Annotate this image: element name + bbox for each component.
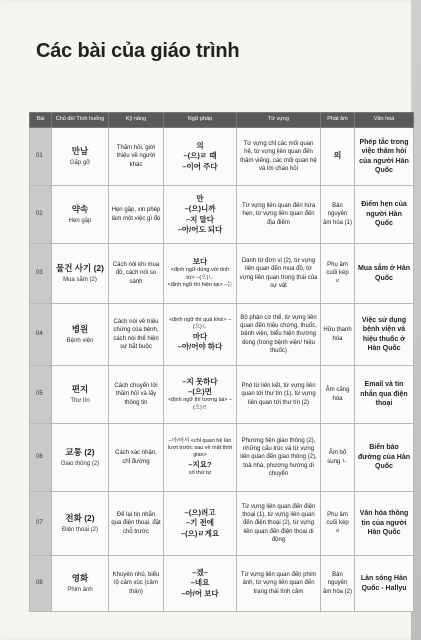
topic-korean: 물건 사기 (2): [56, 263, 104, 274]
grammar-item: <định ngữ thì quá khứ> –(으)ㄴ: [168, 316, 232, 331]
grammar-cell: [164, 128, 237, 186]
grammar-item: –(으)ㄹ 때: [183, 151, 217, 161]
vocabulary-cell: Từ vựng liên quan đến điện thoại (1), từ vựng liên quan đến điện thoại (2), từ vựng liên quan đến điện thoại di động: [237, 492, 321, 556]
table-row: [30, 304, 414, 366]
topic-cell: [52, 556, 109, 612]
vocabulary-cell: Danh từ đơn vị (2), từ vựng liên quan đến mua đồ, từ vựng liên quan trong thái của sự vật: [237, 244, 321, 304]
table-row: [30, 366, 414, 424]
grammar-cell: [164, 366, 237, 424]
grammar-cell: [164, 492, 237, 556]
grammar-cell: [164, 304, 237, 366]
grammar-cell: [164, 424, 237, 492]
vocabulary-cell: Từ vựng liên quan đến phim ảnh, từ vựng liên quan đến trạng thái tình cảm: [237, 556, 321, 612]
lesson-number: 05: [30, 366, 52, 424]
lesson-number: 01: [30, 128, 52, 186]
grammar-item: 만: [196, 194, 204, 204]
skill-cell: Cách nói về triệu chứng của bệnh, cách nói thể hiện sự bắt buộc: [109, 304, 164, 366]
topic-korean: 만남: [71, 146, 89, 157]
topic-vietnamese: Phim ảnh: [67, 586, 93, 593]
grammar-item: –지 말다: [186, 214, 214, 224]
grammar-cell: [164, 186, 237, 244]
phonetics-cell: Hữu thanh hóa: [321, 304, 355, 366]
grammar-item: –아/어야 하다: [177, 341, 223, 351]
grammar-item: –아/어 보다: [181, 588, 219, 598]
vocabulary-cell: Từ vựng liên quan đến hứa hẹn, từ vựng liên quan đến địa điểm: [237, 186, 321, 244]
topic-vietnamese: Hẹn gặp: [68, 217, 92, 224]
phonetics-cell: Phụ âm cuối kép ㄹ: [321, 492, 355, 556]
vocabulary-cell: Từ vựng chỉ các mối quan hệ, từ vựng liên quan đến thăm viếng, các mối quan hệ và lời chào hỏi: [237, 128, 321, 186]
grammar-item: –지요?: [188, 459, 212, 469]
vocabulary-cell: Phương tiện giao thông (2), những cấu trúc và từ vựng liên quan đến giao thông (2), toà nhà, phương hướng di chuyển: [237, 424, 321, 492]
topic-korean: 전화 (2): [65, 513, 95, 524]
grammar-item: –아/어도 되다: [177, 224, 223, 234]
syllabus-table: [29, 112, 414, 612]
header-grammar: Ngữ pháp: [164, 113, 237, 128]
header-culture: Văn hoá: [355, 113, 414, 128]
skill-cell: Cách nói khi mua đồ, cách nói so sánh: [109, 244, 164, 304]
lesson-number: 06: [30, 424, 52, 492]
vocabulary-cell: Bộ phận cơ thể, từ vựng liên quan đến triệu chứng, thuốc, bệnh viện, biểu hiện thường dùng (trong bệnh viện/ hiệu thuốc): [237, 304, 321, 366]
table-row: [30, 556, 414, 612]
skill-cell: Khuyên nhủ, biểu lộ cảm xúc (cảm thán): [109, 556, 164, 612]
topic-cell: [52, 128, 109, 186]
phonetics-cell: Phụ âm cuối kép ㄹ: [321, 244, 355, 304]
skill-cell: Cách xác nhận, chỉ đường: [109, 424, 164, 492]
table-row: [30, 424, 414, 492]
topic-cell: [52, 244, 109, 304]
topic-cell: [52, 186, 109, 244]
topic-cell: [52, 492, 109, 556]
topic-vietnamese: Gặp gỡ: [69, 159, 91, 166]
skill-cell: Để lại tin nhắn qua điện thoại, đặt chỗ trước: [109, 492, 164, 556]
table-row: [30, 244, 414, 304]
vocabulary-cell: Phó từ liên kết, từ vựng liên quan tới thư tín (1), từ vựng liên quan tới thư tín (2): [237, 366, 321, 424]
grammar-cell: [164, 244, 237, 304]
topic-vietnamese: Thư tín: [70, 397, 90, 404]
skill-cell: Hẹn gặp, xin phép làm một việc gì đó: [109, 186, 164, 244]
culture-cell: Văn hóa thông tin của người Hàn Quốc: [355, 492, 414, 556]
topic-cell: [52, 304, 109, 366]
grammar-item: –(으)면: [188, 387, 212, 397]
topic-korean: 교통 (2): [65, 447, 95, 458]
grammar-item: –겠–: [192, 568, 208, 578]
lesson-number: 07: [30, 492, 52, 556]
skill-cell: Thăm hỏi, giới thiệu về người khác: [109, 128, 164, 186]
grammar-cell: [164, 556, 237, 612]
header-skill: Kỹ năng: [109, 113, 164, 128]
grammar-item: <định ngữ thì tương lai> –(으)ㄹ: [168, 397, 232, 411]
culture-cell: Email và tin nhắn qua điện thoại: [355, 366, 414, 424]
grammar-item: –(으)ㄹ게요: [180, 528, 220, 538]
grammar-item: –아/어서 <chỉ quan hệ lần lượt trước sau về mặt thời gian>: [167, 437, 233, 459]
grammar-item: –네요: [190, 578, 210, 588]
culture-cell: Điểm hẹn của người Hàn Quốc: [355, 186, 414, 244]
table-row: [30, 128, 414, 186]
culture-cell: Làn sóng Hàn Quốc - Hallyu: [355, 556, 414, 612]
table-row: [30, 492, 414, 556]
phonetics-cell: Âm bổ sung ㄴ: [321, 424, 355, 492]
phonetics-cell: Bản nguyên âm hóa (2): [321, 556, 355, 612]
header-lesson: Bài: [30, 113, 52, 128]
page-title: Các bài của giáo trình: [36, 40, 240, 62]
lesson-number: 08: [30, 556, 52, 612]
header-topic: Chủ đề/ Tình huống: [52, 113, 109, 128]
topic-vietnamese: Bệnh viện: [66, 337, 94, 344]
grammar-item: –지 못하다: [182, 376, 218, 386]
lesson-number: 02: [30, 186, 52, 244]
lesson-number: 03: [30, 244, 52, 304]
grammar-item: <định ngữ thì hiện tại> –는: [167, 282, 233, 289]
topic-cell: [52, 366, 109, 424]
grammar-item: <định ngữ dùng với tính từ> –(으)ㄴ: [170, 267, 230, 281]
grammar-item: 보다: [192, 257, 208, 267]
topic-cell: [52, 424, 109, 492]
table-row: [30, 186, 414, 244]
grammar-item: –기 전에: [186, 518, 214, 528]
phonetics-cell: Bản nguyên âm hóa (1): [321, 186, 355, 244]
header-phonetics: Phát âm: [321, 113, 355, 128]
topic-korean: 영화: [71, 573, 89, 584]
culture-cell: Biển báo đường của Hàn Quốc: [355, 424, 414, 492]
grammar-item: 의: [196, 141, 204, 151]
culture-cell: Việc sử dụng bệnh viện và hiệu thuốc ở Hàn Quốc: [355, 304, 414, 366]
topic-korean: 병원: [71, 324, 89, 335]
topic-vietnamese: Giao thông (2): [60, 460, 100, 467]
lesson-number: 04: [30, 304, 52, 366]
grammar-item: số thứ tự: [188, 469, 212, 476]
grammar-item: –(으)려고: [184, 508, 216, 518]
culture-cell: Phép tắc trong việc thăm hỏi của người Hàn Quốc: [355, 128, 414, 186]
phonetics-cell: Âm căng hóa: [321, 366, 355, 424]
grammar-item: –이어 주다: [182, 161, 218, 171]
topic-vietnamese: Điện thoại (2): [61, 526, 99, 533]
header-vocabulary: Từ vựng: [237, 113, 321, 128]
topic-korean: 편지: [71, 384, 89, 395]
culture-cell: Mua sắm ở Hàn Quốc: [355, 244, 414, 304]
phonetics-cell: 의: [321, 128, 355, 186]
skill-cell: Cách chuyển lời thăm hỏi và lấy thông tin: [109, 366, 164, 424]
topic-vietnamese: Mua sắm (2): [63, 276, 97, 283]
topic-korean: 약속: [71, 204, 89, 215]
grammar-item: 마다: [192, 331, 208, 341]
table-header-row: [30, 113, 414, 128]
grammar-item: –(으)니까: [184, 204, 216, 214]
